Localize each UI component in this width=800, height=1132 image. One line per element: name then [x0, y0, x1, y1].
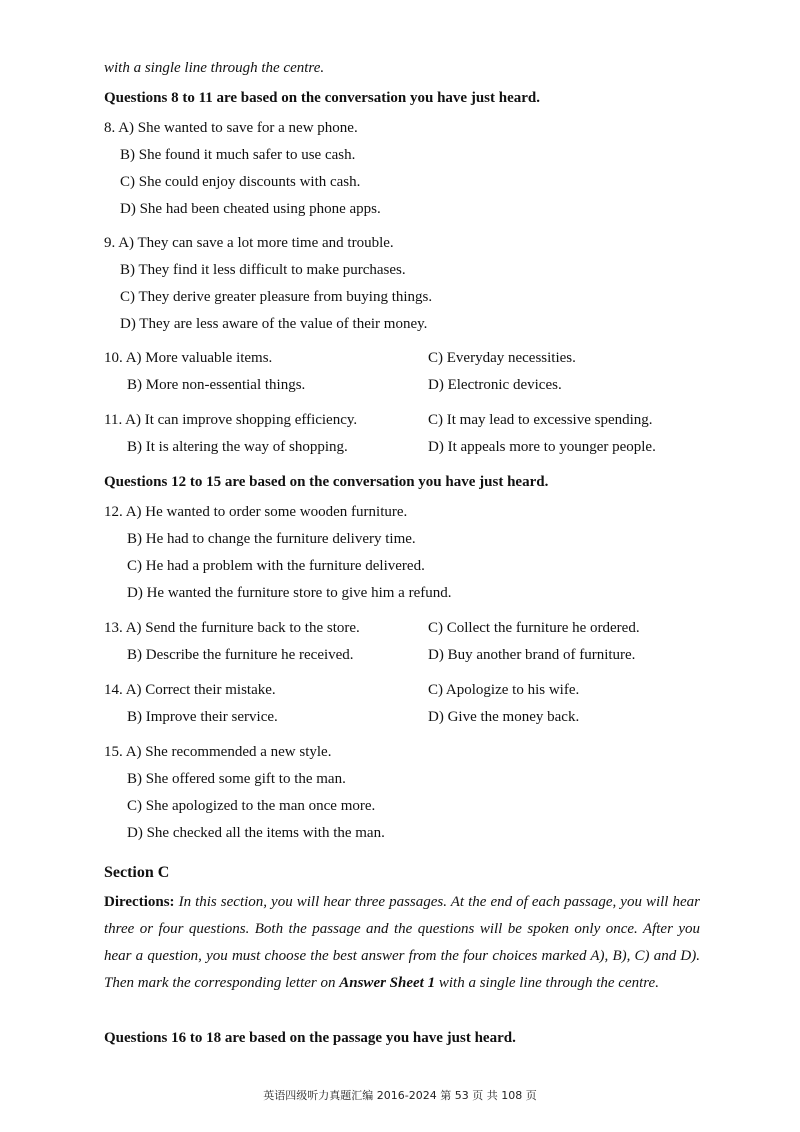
question-12-option-a: 12. A) He wanted to order some wooden furniture. — [104, 504, 408, 520]
group-heading-16-18: Questions 16 to 18 are based on the passage you have just heard. — [104, 1030, 516, 1046]
question-15-option-c: C) She apologized to the man once more. — [127, 798, 376, 814]
question-9-option-b: B) They find it less difficult to make purchases. — [120, 262, 406, 278]
question-10-option-c: C) Everyday necessities. — [428, 350, 576, 366]
continued-instruction: with a single line through the centre. — [104, 60, 325, 76]
question-8-option-d: D) She had been cheated using phone apps. — [120, 201, 381, 217]
question-15-option-b: B) She offered some gift to the man. — [127, 771, 346, 787]
group-heading-8-11: Questions 8 to 11 are based on the conversation you have just heard. — [104, 90, 540, 106]
question-12-option-b: B) He had to change the furniture delivery time. — [127, 531, 416, 547]
question-12-option-d: D) He wanted the furniture store to give him a refund. — [127, 585, 452, 601]
question-13-option-a: 13. A) Send the furniture back to the store. — [104, 620, 360, 636]
group-heading-12-15: Questions 12 to 15 are based on the conversation you have just heard. — [104, 474, 549, 490]
question-14-option-c: C) Apologize to his wife. — [428, 682, 580, 698]
section-c-directions — [104, 889, 700, 997]
question-11-option-d: D) It appeals more to younger people. — [428, 439, 656, 455]
question-14-option-b: B) Improve their service. — [127, 709, 278, 725]
question-14-option-d: D) Give the money back. — [428, 709, 580, 725]
directions-label: Directions: — [104, 894, 175, 910]
question-11-option-b: B) It is altering the way of shopping. — [127, 439, 348, 455]
question-13-option-c: C) Collect the furniture he ordered. — [428, 620, 640, 636]
question-11-option-a: 11. A) It can improve shopping efficiency. — [104, 412, 358, 428]
directions-text-end: with a single line through the centre. — [438, 975, 659, 991]
question-9-option-a: 9. A) They can save a lot more time and trouble. — [104, 235, 394, 251]
directions-text: In this section, you will hear three passages. At the end of each passage, you will hear three or four questions. Both the passage and the questions will be spoken only once. After you hear a question, you must choose the best answer from the four choices marked A), B), C) and D). Then mark the corresponding letter on — [104, 894, 700, 991]
question-9-option-c: C) They derive greater pleasure from buying things. — [120, 289, 433, 305]
question-15-option-d: D) She checked all the items with the man. — [127, 825, 385, 841]
question-10-option-b: B) More non-essential things. — [127, 377, 306, 393]
question-10-option-a: 10. A) More valuable items. — [104, 350, 273, 366]
question-8-option-b: B) She found it much safer to use cash. — [120, 147, 356, 163]
question-13-option-d: D) Buy another brand of furniture. — [428, 647, 636, 663]
question-10-option-d: D) Electronic devices. — [428, 377, 562, 393]
question-13-option-b: B) Describe the furniture he received. — [127, 647, 354, 663]
section-c-title: Section C — [104, 864, 170, 881]
question-9-option-d: D) They are less aware of the value of their money. — [120, 316, 428, 332]
question-8-option-c: C) She could enjoy discounts with cash. — [120, 174, 361, 190]
question-14-option-a: 14. A) Correct their mistake. — [104, 682, 276, 698]
question-15-option-a: 15. A) She recommended a new style. — [104, 744, 332, 760]
answer-sheet-ref: Answer Sheet 1 — [339, 975, 436, 991]
question-12-option-c: C) He had a problem with the furniture delivered. — [127, 558, 425, 574]
question-11-option-c: C) It may lead to excessive spending. — [428, 412, 653, 428]
question-8-option-a: 8. A) She wanted to save for a new phone. — [104, 120, 358, 136]
page-footer: 英语四级听力真题汇编 2016-2024 第 53 页 共 108 页 — [263, 1089, 537, 1102]
